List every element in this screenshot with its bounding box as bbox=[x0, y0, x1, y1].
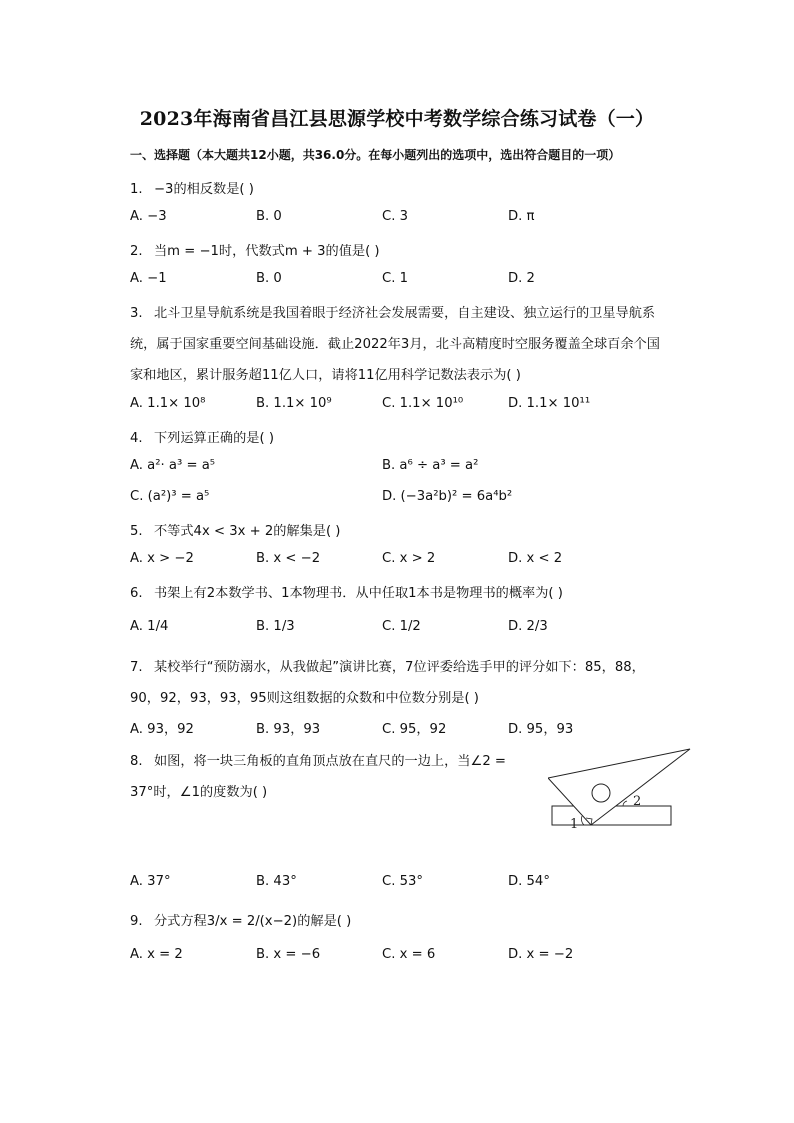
question-text: 不等式4x < 3x + 2的解集是( ) bbox=[154, 524, 341, 539]
question-4 bbox=[130, 427, 274, 446]
option-d[interactable]: D. (−3a²b)² = 6a⁴b² bbox=[382, 489, 513, 504]
question-6 bbox=[130, 582, 563, 601]
question-number: 1. bbox=[130, 182, 143, 197]
triangle-ruler-figure bbox=[548, 746, 693, 830]
option-c[interactable]: C. (a²)³ = a⁵ bbox=[130, 489, 210, 504]
question-number: 4. bbox=[130, 431, 143, 446]
option-c[interactable]: C. x = 6 bbox=[382, 947, 436, 962]
option-b[interactable]: B. 93，93 bbox=[256, 722, 321, 737]
option-c[interactable]: C. x > 2 bbox=[382, 551, 436, 566]
question-number: 9. bbox=[130, 914, 143, 929]
section-header: 一、选择题（本大题共12小题，共36.0分。在每小题列出的选项中，选出符合题目的一项） bbox=[130, 148, 621, 162]
question-number: 5. bbox=[130, 524, 143, 539]
question-8 bbox=[130, 750, 506, 769]
option-a[interactable]: A. 93，92 bbox=[130, 722, 194, 737]
option-b[interactable]: B. x = −6 bbox=[256, 947, 321, 962]
option-d[interactable]: D. x < 2 bbox=[508, 551, 563, 566]
question-1 bbox=[130, 178, 254, 197]
question-number: 2. bbox=[130, 244, 143, 259]
option-b[interactable]: B. 0 bbox=[256, 209, 282, 224]
option-b[interactable]: B. x < −2 bbox=[256, 551, 321, 566]
question-3-line-2: 统，属于国家重要空间基础设施．截止2022年3月，北斗高精度时空服务覆盖全球百余个国 bbox=[130, 337, 660, 352]
angle-2-label: 2 bbox=[633, 794, 642, 809]
angle-2-arc bbox=[623, 801, 627, 806]
option-b[interactable]: B. 1.1× 10⁹ bbox=[256, 396, 332, 411]
question-text: −3的相反数是( ) bbox=[154, 182, 254, 197]
option-d[interactable]: D. π bbox=[508, 209, 535, 224]
question-7-line-2: 90，92，93，93，95则这组数据的众数和中位数分别是( ) bbox=[130, 691, 479, 706]
question-text: 北斗卫星导航系统是我国着眼于经济社会发展需要，自主建设、独立运行的卫星导航系 bbox=[154, 306, 656, 321]
option-c[interactable]: C. 1 bbox=[382, 271, 408, 286]
question-3-line-3: 家和地区，累计服务超11亿人口，请将11亿用科学记数法表示为( ) bbox=[130, 368, 521, 383]
option-a[interactable]: A. −3 bbox=[130, 209, 167, 224]
question-text: 当m = −1时，代数式m + 3的值是( ) bbox=[154, 244, 380, 259]
question-text: 下列运算正确的是( ) bbox=[154, 431, 274, 446]
option-d[interactable]: D. x = −2 bbox=[508, 947, 574, 962]
option-c[interactable]: C. 95，92 bbox=[382, 722, 447, 737]
angle-1-label: 1 bbox=[570, 817, 579, 830]
option-c[interactable]: C. 53° bbox=[382, 874, 423, 889]
option-a[interactable]: A. a²· a³ = a⁵ bbox=[130, 458, 216, 473]
option-d[interactable]: D. 54° bbox=[508, 874, 550, 889]
question-8-line-2: 37°时，∠1的度数为( ) bbox=[130, 785, 268, 800]
question-text: 分式方程3/x = 2/(x−2)的解是( ) bbox=[154, 914, 352, 929]
question-text: 如图，将一块三角板的直角顶点放在直尺的一边上，当∠2 = bbox=[154, 754, 506, 769]
option-c[interactable]: C. 1.1× 10¹⁰ bbox=[382, 396, 464, 411]
exam-title: 2023年海南省昌江县思源学校中考数学综合练习试卷（一） bbox=[139, 108, 655, 130]
option-a[interactable]: A. x > −2 bbox=[130, 551, 194, 566]
question-9 bbox=[130, 910, 351, 929]
question-text: 某校举行“预防溺水，从我做起”演讲比赛，7位评委给选手甲的评分如下：85，88， bbox=[154, 660, 645, 675]
option-a[interactable]: A. −1 bbox=[130, 271, 167, 286]
question-3 bbox=[130, 302, 655, 321]
option-b[interactable]: B. 0 bbox=[256, 271, 282, 286]
option-b[interactable]: B. a⁶ ÷ a³ = a² bbox=[382, 458, 479, 473]
question-5 bbox=[130, 520, 340, 539]
option-d[interactable]: D. 2 bbox=[508, 271, 535, 286]
option-a[interactable]: A. 37° bbox=[130, 874, 171, 889]
option-b[interactable]: B. 1/3 bbox=[256, 619, 295, 634]
option-a[interactable]: A. 1/4 bbox=[130, 619, 169, 634]
option-d[interactable]: D. 1.1× 10¹¹ bbox=[508, 396, 591, 411]
question-7 bbox=[130, 656, 645, 675]
question-2 bbox=[130, 240, 380, 259]
option-a[interactable]: A. x = 2 bbox=[130, 947, 183, 962]
set-square bbox=[548, 749, 690, 825]
question-number: 8. bbox=[130, 754, 143, 769]
option-c[interactable]: C. 3 bbox=[382, 209, 408, 224]
option-a[interactable]: A. 1.1× 10⁸ bbox=[130, 396, 206, 411]
option-d[interactable]: D. 95，93 bbox=[508, 722, 574, 737]
question-number: 6. bbox=[130, 586, 143, 601]
option-b[interactable]: B. 43° bbox=[256, 874, 297, 889]
option-c[interactable]: C. 1/2 bbox=[382, 619, 421, 634]
question-number: 3. bbox=[130, 306, 143, 321]
question-text: 书架上有2本数学书、1本物理书．从中任取1本书是物理书的概率为( ) bbox=[154, 586, 563, 601]
question-number: 7. bbox=[130, 660, 143, 675]
option-d[interactable]: D. 2/3 bbox=[508, 619, 548, 634]
